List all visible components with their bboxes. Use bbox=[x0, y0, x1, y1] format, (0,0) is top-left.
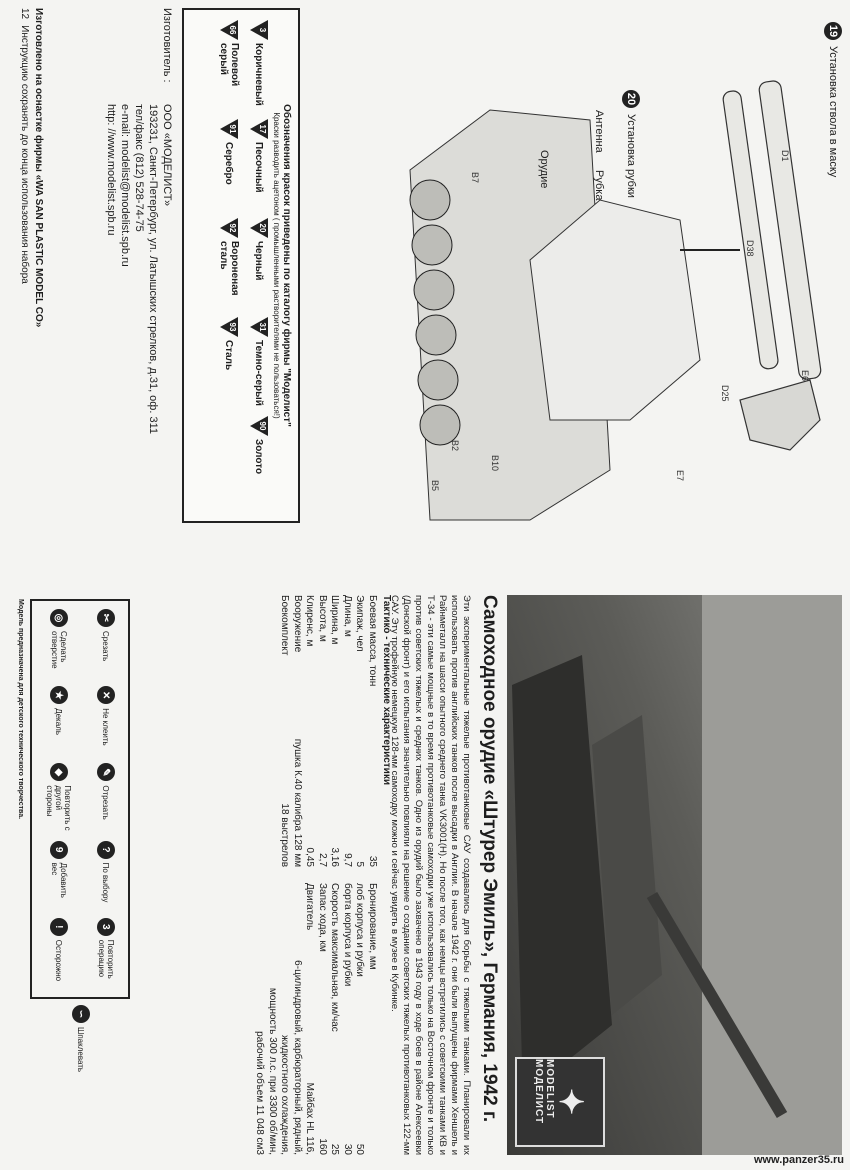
spec-row: мощность 300 л.с. при 3300 об/мин, bbox=[267, 987, 278, 1155]
intro-text: Эти экспериментальные тяжелые противотанковые САУ создавались для борьбы с тяжелыми танками. Планировали их использовать против английских танков после высадки в Англии. В начале 1942 г. они были выпущены фирмами Хеншель и Райнметалл на шасси опытного среднего танка VK3001(H). Но после того, как немцы встретились с советскими танками КВ и Т-34 - эти самые мощные в то время противотанковые самоходки уже использовались только на Восточном фронте и только против советских тяжелых и средних танков. Одно из орудий было захвачено в 1943 году в ходе боев в районе Алексеевки (Донской фронт) и его испытания значительно повлияли на решение о создании советских тяжелых противотанковых 122-мм САУ. Эту трофейную немецкую 128-мм самоходку можно и сейчас увидеть в музее в Кубинке. bbox=[389, 595, 472, 1155]
spec-row: Высота, м 2,7 bbox=[317, 595, 328, 867]
spec-row: Бронирование, мм bbox=[367, 883, 378, 970]
paint-name: Золото bbox=[253, 439, 265, 475]
maker-label: Изготовитель : bbox=[161, 8, 173, 83]
made-with-tooling: Изготовлено на оснастке фирмы «WA SAN PLASTIC MODEL CO» bbox=[33, 8, 44, 328]
mirror-icon: ◆ bbox=[50, 763, 68, 781]
decal-icon: ★ bbox=[50, 686, 68, 704]
putty-icon: ∽ bbox=[72, 1005, 90, 1023]
paint-triangle-icon: 91 bbox=[220, 119, 238, 139]
no-glue-icon: ✕ bbox=[97, 686, 115, 704]
paint-name: Коричневый bbox=[253, 43, 265, 106]
manufacturer-info bbox=[104, 8, 174, 568]
paint-item bbox=[250, 416, 268, 511]
paint-item bbox=[250, 20, 268, 115]
spec-row: рабочий объем 11 048 см3 bbox=[254, 1031, 266, 1155]
keep-instructions bbox=[19, 8, 30, 284]
symbol-item: ✕ Не клеить bbox=[90, 686, 123, 757]
hull-drawing bbox=[410, 110, 700, 520]
paint-triangle-icon: 31 bbox=[250, 317, 268, 337]
badge-text: MODELIST МОДЕЛИСТ bbox=[533, 1059, 555, 1125]
paint-item bbox=[218, 317, 240, 412]
symbol-item: ✎ Отрезать bbox=[90, 763, 123, 834]
paint-triangle-icon: 20 bbox=[250, 218, 268, 238]
question-icon: ? bbox=[97, 841, 115, 859]
symbol-item: 3 Повторить операцию bbox=[90, 918, 123, 989]
repeat-icon: 3 bbox=[97, 918, 115, 936]
paint-item bbox=[218, 20, 240, 115]
step-number: 20 bbox=[622, 90, 640, 108]
part-label: E7 bbox=[675, 470, 685, 482]
paint-name: Темно-серый bbox=[253, 340, 265, 406]
maker-email[interactable]: e-mail: modelist@modelist.spb.ru bbox=[119, 104, 131, 267]
step-label: Установка ствола в маску bbox=[827, 46, 839, 178]
paint-name: Полевой серый bbox=[218, 43, 240, 87]
paint-item bbox=[250, 317, 268, 412]
page-number: 12 bbox=[19, 8, 30, 20]
paint-name: Серебро bbox=[223, 142, 235, 185]
symbol-item: ◆ Повторить с другой стороны bbox=[38, 763, 80, 834]
spec-row: 6-цилиндровый, карбюраторный, рядный, bbox=[292, 960, 303, 1155]
footnote: Модель предназначена для детского технического творчества. bbox=[17, 599, 24, 820]
paint-triangle-icon: 93 bbox=[220, 317, 238, 337]
paint-triangle-icon: 90 bbox=[250, 416, 268, 436]
paint-item bbox=[250, 218, 268, 313]
step-19 bbox=[824, 22, 842, 177]
cut-icon: ✂ bbox=[97, 609, 115, 627]
keep-text: Инструкцию сохранять до конца использования набора bbox=[19, 25, 30, 284]
spec-row: жидкостного охлаждения, bbox=[279, 1035, 291, 1155]
symbol-item: ? По выбору bbox=[90, 841, 123, 912]
putty-label: Шпаклевать bbox=[76, 1027, 86, 1073]
spec-row: Клиренс, м 0,45 bbox=[304, 595, 316, 867]
assembly-drawing bbox=[310, 0, 850, 580]
legend-title: Обозначения красок приведены по каталогу фирмы "Моделист" bbox=[281, 104, 292, 427]
maker-phone: тел/факс (812) 528-74-75 bbox=[133, 104, 145, 232]
specs-left bbox=[253, 595, 378, 867]
step-label: Установка рубки bbox=[625, 114, 637, 198]
gun-callout: Орудие bbox=[538, 150, 550, 189]
spec-row: Запас хода, км 160 bbox=[317, 883, 328, 1155]
part-label: D1 bbox=[780, 150, 790, 162]
paint-item bbox=[218, 218, 240, 313]
specs-table bbox=[253, 595, 378, 1155]
antenna-callout: Антенна bbox=[593, 110, 605, 153]
maker-address: 193231, Санкт-Петербург, ул. Латышских стрелков, д.31, оф. 311 bbox=[147, 104, 159, 434]
paint-item bbox=[218, 119, 240, 214]
paint-name: Вороненая сталь bbox=[218, 241, 240, 296]
step-number: 19 bbox=[824, 22, 842, 40]
weight-icon: 9 bbox=[50, 841, 68, 859]
spec-row: Боевая масса, тонн 35 bbox=[367, 595, 378, 867]
part-label: D25 bbox=[720, 385, 730, 402]
spec-row: Двигатель Майбах HL 116, bbox=[304, 883, 316, 1155]
symbol-item: 9 Добавить вес bbox=[38, 841, 80, 912]
spec-row: Боекомплект 18 выстрелов bbox=[279, 595, 291, 867]
brand-badge bbox=[515, 1057, 605, 1147]
step-20 bbox=[622, 90, 640, 198]
paint-name: Сталь bbox=[223, 340, 235, 371]
part-label: D38 bbox=[745, 240, 755, 257]
drill-icon: ◎ bbox=[50, 609, 68, 627]
specs-heading: Тактико - технические характеристики bbox=[381, 595, 392, 785]
paint-legend bbox=[182, 8, 300, 523]
spec-row: Длина, м 9,7 bbox=[342, 595, 353, 867]
part-label: B7 bbox=[470, 172, 480, 184]
star-icon: ✦ bbox=[553, 1088, 589, 1116]
gun-barrel-drawing bbox=[722, 80, 822, 450]
assembly-panel bbox=[0, 0, 850, 580]
knife-icon: ✎ bbox=[97, 763, 115, 781]
symbol-item: ★ Декаль bbox=[38, 686, 80, 757]
paint-triangle-icon: 92 bbox=[220, 218, 238, 238]
part-label: B2 bbox=[450, 440, 460, 452]
symbol-item: ◎ Сделать отверстие bbox=[38, 609, 80, 680]
paint-triangle-icon: 66 bbox=[220, 20, 238, 40]
legend-note: Краски разводить ацетоном ( промышленными растворителями не пользоваться!) bbox=[272, 112, 281, 419]
spec-row: Скорость максимальная, км/час 25 bbox=[329, 883, 341, 1155]
spec-row: Экипаж, чел 5 bbox=[354, 595, 366, 867]
spec-row: лоб корпуса и рубки 50 bbox=[354, 883, 366, 1155]
paint-item bbox=[250, 119, 268, 214]
paint-name: Черный bbox=[253, 241, 265, 281]
warning-icon: ! bbox=[50, 918, 68, 936]
legend-grid bbox=[218, 20, 268, 511]
page-title: Самоходное орудие «Штурер Эмиль», Германия, 1942 г. bbox=[479, 595, 500, 1123]
maker-website[interactable]: http: //www.modelist.spb.ru bbox=[105, 104, 117, 236]
info-panel bbox=[0, 585, 850, 1170]
symbol-item: ! Осторожно bbox=[38, 918, 80, 989]
spec-row: Вооружение пушка К.40 калибра 128 мм bbox=[292, 595, 303, 867]
part-label: B5 bbox=[430, 480, 440, 492]
site-watermark: www.panzer35.ru bbox=[753, 1154, 844, 1166]
maker-company: ООО «МОДЕЛИСТ» bbox=[161, 104, 173, 207]
paint-triangle-icon: 17 bbox=[250, 119, 268, 139]
spec-row: Ширина, м 3,16 bbox=[329, 595, 341, 867]
spec-row: борта корпуса и рубки 30 bbox=[342, 883, 353, 1155]
putty-symbol bbox=[72, 1005, 90, 1072]
symbol-legend bbox=[30, 599, 130, 999]
historical-photo bbox=[507, 595, 842, 1155]
cabin-callout: Рубка bbox=[593, 170, 605, 201]
part-label: E6 bbox=[800, 370, 810, 382]
paint-name: Песочный bbox=[253, 142, 265, 193]
paint-triangle-icon: 3 bbox=[250, 20, 268, 40]
part-label: B10 bbox=[490, 455, 500, 472]
specs-right bbox=[253, 883, 378, 1155]
symbol-item: ✂ Срезать bbox=[90, 609, 123, 680]
